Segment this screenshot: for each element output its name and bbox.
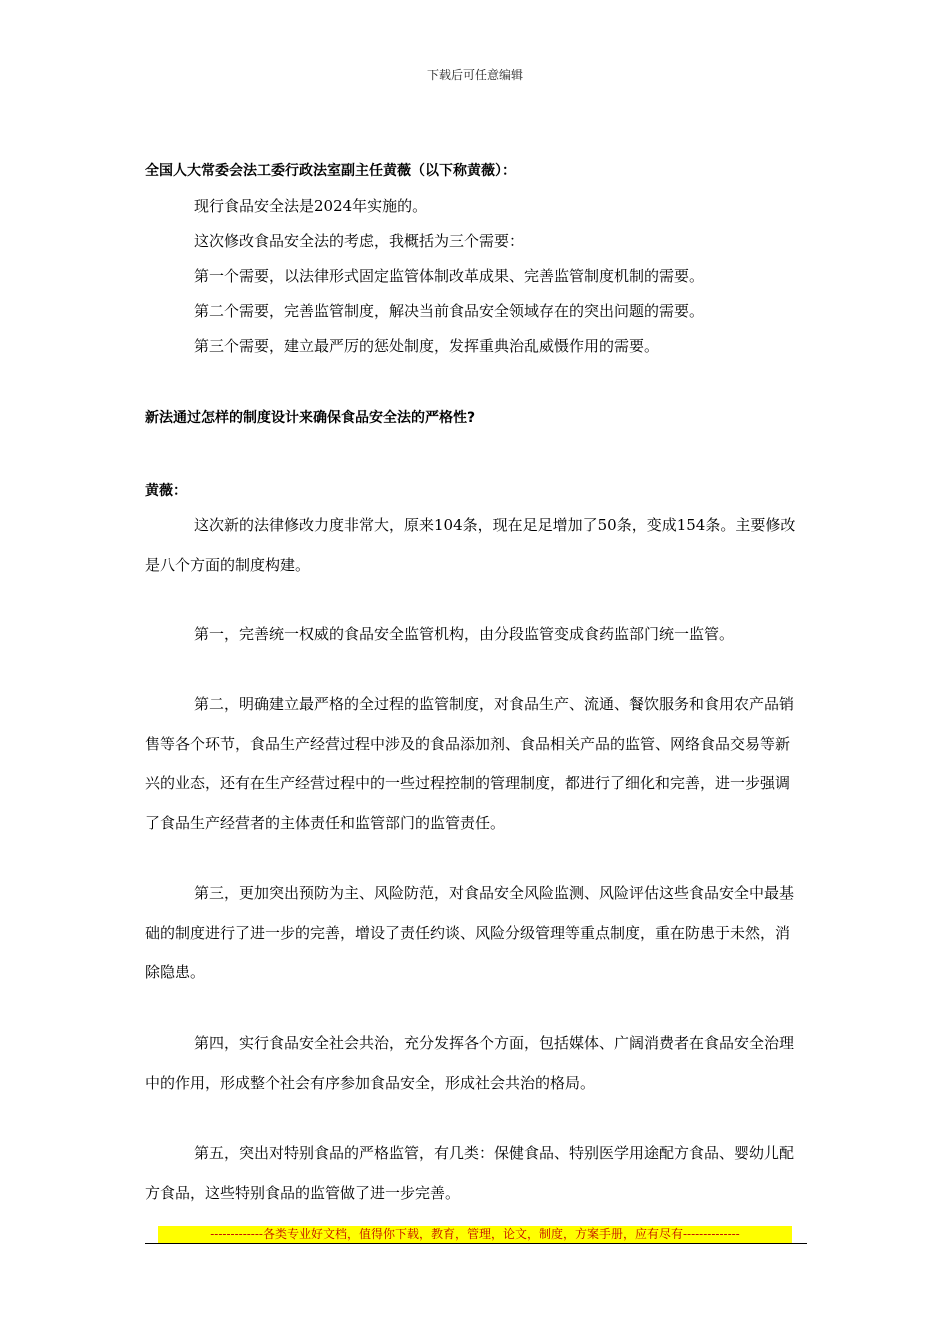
paragraph: 第二个需要，完善监管制度，解决当前食品安全领域存在的突出问题的需要。 xyxy=(194,302,705,320)
paragraph: 第四，实行食品安全社会共治，充分发挥各个方面，包括媒体、广阔消费者在食品安全治理中的作用，形成整个社会有序参加食品安全，形成社会共治的格局。 xyxy=(145,1034,795,1092)
page-header: 下载后可任意编辑 xyxy=(426,68,523,82)
paragraph: 第一个需要，以法律形式固定监管体制改革成果、完善监管制度机制的需要。 xyxy=(194,267,705,285)
paragraph: 这次修改食品安全法的考虑，我概括为三个需要： xyxy=(194,232,525,250)
paragraph: 第五，突出对特别食品的严格监管，有几类：保健食品、特别医学用途配方食品、婴幼儿配方食品，这些特别食品的监管做了进一步完善。 xyxy=(145,1144,795,1202)
paragraph: 第三，更加突出预防为主、风险防范，对食品安全风险监测、风险评估这些食品安全中最基础的制度进行了进一步的完善，增设了责任约谈、风险分级管理等重点制度，重在防患于未然，消除隐患。 xyxy=(145,884,795,981)
paragraph: 第三个需要，建立最严厉的惩处制度，发挥重典治乱威慑作用的需要。 xyxy=(194,337,660,355)
speaker-heading: 黄薇： xyxy=(145,483,187,499)
speaker-heading: 全国人大常委会法工委行政法室副主任黄薇（以下称黄薇）： xyxy=(145,163,516,179)
paragraph: 第一，完善统一权威的食品安全监管机构，由分段监管变成食药监部门统一监管。 xyxy=(194,625,735,643)
paragraph: 第二，明确建立最严格的全过程的监管制度，对食品生产、流通、餐饮服务和食用农产品销售等各个环节，食品生产经营过程中涉及的食品添加剂、食品相关产品的监管、网络食品交易等新兴的业态，还有在生产经营过程中的一些过程控制的管理制度，都进行了细化和完善，进一步强调了食品生产经营者的主体责任和监管部门的监管责任。 xyxy=(145,695,795,832)
footer-banner: -------------各类专业好文档，值得你下载，教育，管理，论文，制度，方案手册，应有尽有-------------- xyxy=(158,1226,792,1243)
footer-divider xyxy=(145,1243,807,1244)
question-heading: 新法通过怎样的制度设计来确保食品安全法的严格性? xyxy=(145,410,476,426)
paragraph: 这次新的法律修改力度非常大，原来104条，现在足足增加了50条，变成154条。主要修改是八个方面的制度构建。 xyxy=(145,516,796,574)
paragraph: 现行食品安全法是2024年实施的。 xyxy=(194,197,428,215)
